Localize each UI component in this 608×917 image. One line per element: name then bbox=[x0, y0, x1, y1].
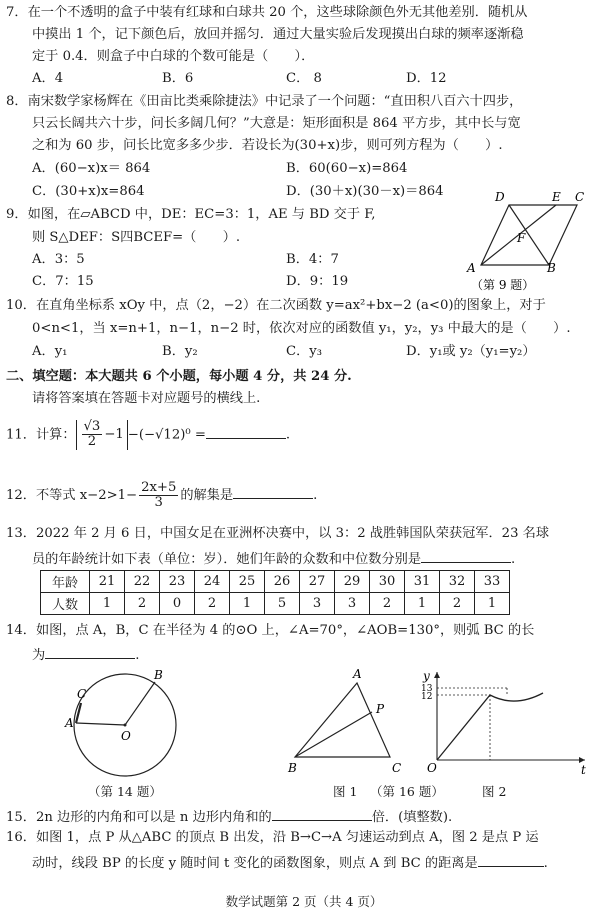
q13-end: . bbox=[511, 552, 516, 567]
q9-option-d: D．9：19 bbox=[286, 274, 349, 289]
q13-line-1: 13．2022 年 2 月 6 日，中国女足在亚洲杯决赛中，以 3：2 战胜韩国队荣获冠军．23 名球 bbox=[6, 526, 550, 541]
q7-line-2: 中摸出 1 个，记下颜色后，放回并摇匀．通过大量实验后发现摸出白球的频率逐渐稳 bbox=[32, 27, 524, 42]
q14-line-2-text: 为 bbox=[32, 648, 46, 663]
q14-end: . bbox=[135, 648, 140, 663]
q9-caption: （第 9 题） bbox=[471, 278, 535, 292]
q8-line-3: 之和为 60 步，问长比宽多多少步．若设长为(30+x)步，则可列方程为（ ）. bbox=[32, 138, 503, 153]
q11-denominator: 2 bbox=[87, 434, 97, 449]
q14-line-1: 14．如图，点 A，B，C 在半径为 4 的⊙O 上，∠A=70°，∠AOB=130°，则弧 BC 的长 bbox=[6, 623, 535, 638]
q11-prefix: 11．计算： bbox=[6, 427, 76, 443]
section-2-title: 二、填空题：本大题共 6 个小题，每小题 4 分，共 24 分. bbox=[6, 369, 352, 384]
q7-option-b: B．6 bbox=[162, 71, 194, 86]
q13-count-cell: 2 bbox=[125, 593, 160, 615]
q16-graph-origin: O bbox=[427, 761, 437, 775]
q9-label-c: C bbox=[575, 190, 585, 204]
q16-line-1: 16．如图 1，点 P 从△ABC 的顶点 B 出发，沿 B→C→A 匀速运动到点 A，图 2 是点 P 运 bbox=[6, 830, 539, 845]
q13-answer-blank bbox=[421, 548, 511, 563]
q11-minus-one: −1 bbox=[104, 427, 124, 442]
q10-option-d: D．y₁或 y₂（y₁=y₂） bbox=[406, 344, 536, 359]
q13-count-cell: 2 bbox=[195, 593, 230, 615]
q9-option-b: B．4：7 bbox=[286, 252, 339, 267]
q8-option-c: C．(30+x)x=864 bbox=[32, 184, 145, 199]
q8-line-1: 8．南宋数学家杨辉在《田亩比类乘除捷法》中记录了一个问题：“直田积八百六十四步， bbox=[6, 94, 523, 109]
q10-option-b: B．y₂ bbox=[162, 344, 198, 359]
q16-end: . bbox=[543, 856, 548, 871]
q14-line-2 bbox=[32, 644, 139, 664]
q9-label-b: B bbox=[547, 261, 556, 275]
q12-fraction bbox=[139, 481, 178, 510]
q16-label-b: B bbox=[288, 761, 297, 775]
q12-answer-blank bbox=[233, 484, 313, 499]
q16-label-c: C bbox=[392, 761, 402, 775]
q13-age-cell: 21 bbox=[90, 571, 125, 593]
q12-numerator: 2x+5 bbox=[141, 480, 177, 495]
q8-option-d: D．(30＋x)(30－x)＝864 bbox=[286, 184, 444, 199]
q16-figure-1-caption: 图 1 bbox=[333, 784, 358, 799]
q9-option-c: C．7：15 bbox=[32, 274, 94, 289]
q11-numerator: √3 bbox=[83, 419, 101, 434]
q15-answer-blank bbox=[272, 806, 372, 821]
q10-option-a: A．y₁ bbox=[32, 344, 68, 359]
q13-count-cell: 1 bbox=[230, 593, 265, 615]
q7-line-3: 定于 0.4．则盒子中白球的个数可能是（ ）． bbox=[32, 49, 315, 64]
q9-parallelogram-figure bbox=[455, 190, 605, 295]
q16-triangle-figure bbox=[285, 665, 415, 780]
q7-option-a: A．4 bbox=[32, 71, 64, 86]
q14-label-a: A bbox=[65, 716, 74, 730]
q13-age-cell: 32 bbox=[440, 571, 475, 593]
q14-label-b: B bbox=[154, 668, 163, 682]
q9-option-a: A．3：5 bbox=[32, 252, 85, 267]
q11-line bbox=[6, 420, 290, 451]
q16-label-a: A bbox=[353, 667, 362, 681]
q9-line-2: 则 S△DEF：S四BCEF=（ ）. bbox=[32, 230, 241, 245]
q7-option-d: D．12 bbox=[406, 71, 447, 86]
q9-label-a: A bbox=[467, 261, 476, 275]
q13-age-cell: 31 bbox=[405, 571, 440, 593]
q16-label-p: P bbox=[376, 702, 385, 716]
q7-option-c: C． 8 bbox=[286, 71, 322, 86]
q13-count-cell: 1 bbox=[90, 593, 125, 615]
q9-label-f: F bbox=[517, 231, 526, 245]
q13-count-cell: 1 bbox=[405, 593, 440, 615]
q13-count-cell: 5 bbox=[265, 593, 300, 615]
q14-circle-figure bbox=[55, 665, 190, 800]
q14-caption: （第 14 题） bbox=[88, 784, 162, 799]
q13-count-header: 人数 bbox=[41, 593, 90, 615]
q12-line bbox=[6, 480, 317, 512]
q15-end: 倍．(填整数). bbox=[371, 810, 453, 825]
q13-count-cell: 1 bbox=[475, 593, 510, 615]
q16-graph-tick-12: 12 bbox=[421, 692, 433, 702]
q16-line-2-text: 动时，线段 BP 的长度 y 随时间 t 变化的函数图象，则点 A 到 BC 的距离是 bbox=[32, 856, 478, 871]
q7-line-1: 7．在一个不透明的盒子中装有红球和白球共 20 个，这些球除颜色外无其他差别．随机从 bbox=[6, 5, 528, 20]
q13-age-cell: 33 bbox=[475, 571, 510, 593]
q16-figure-2-caption: 图 2 bbox=[482, 784, 507, 799]
q11-answer-blank bbox=[206, 424, 286, 439]
q8-line-2: 只云长阔共六十步，问长多阔几何？”大意是：矩形面积是 864 平方步，其中长与宽 bbox=[32, 116, 521, 131]
q13-count-cell: 2 bbox=[440, 593, 475, 615]
q10-line-1: 10．在直角坐标系 xOy 中，点（2，−2）在二次函数 y=ax²+bx−2 (a<0)的图象上，对于 bbox=[6, 298, 546, 313]
q11-rest: −(−√12)⁰ = bbox=[127, 427, 206, 443]
q14-label-c: C bbox=[77, 687, 87, 701]
q15-line bbox=[6, 806, 452, 826]
q13-age-table bbox=[40, 570, 510, 615]
q16-line-2 bbox=[32, 852, 548, 872]
q16-function-graph bbox=[415, 668, 595, 778]
q11-absolute-value bbox=[76, 420, 128, 450]
q15-text: 15．2n 边形的内角和可以是 n 边形内角和的 bbox=[6, 810, 272, 825]
q8-option-a: A．(60−x)x＝ 864 bbox=[32, 161, 151, 176]
q13-age-cell: 25 bbox=[230, 571, 265, 593]
q13-count-row bbox=[41, 593, 510, 615]
page-footer: 数学试题第 2 页（共 4 页） bbox=[225, 894, 383, 909]
q12-prefix: 12．不等式 x−2>1− bbox=[6, 488, 138, 503]
q12-end: . bbox=[313, 488, 318, 503]
q13-count-cell: 0 bbox=[160, 593, 195, 615]
q13-line-2-text: 员的年龄统计如下表（单位：岁）．她们年龄的众数和中位数分别是 bbox=[32, 552, 422, 567]
q10-option-c: C．y₃ bbox=[286, 344, 323, 359]
q14-answer-blank bbox=[45, 644, 135, 659]
q14-label-o: O bbox=[121, 729, 131, 743]
q12-rest: 的解集是 bbox=[180, 488, 234, 503]
q16-answer-blank bbox=[478, 852, 544, 867]
q13-age-cell: 27 bbox=[300, 571, 335, 593]
q16-graph-tick-13: 13 bbox=[421, 684, 433, 694]
q11-end: . bbox=[285, 427, 291, 443]
q13-count-cell: 3 bbox=[300, 593, 335, 615]
q13-age-cell: 26 bbox=[265, 571, 300, 593]
q9-label-e: E bbox=[552, 190, 561, 204]
q13-count-cell: 2 bbox=[370, 593, 405, 615]
q10-line-2: 0<n<1，当 x=n+1，n−1，n−2 时，依次对应的函数值 y₁，y₂，y₃ 中最大的是（ ）. bbox=[32, 321, 571, 336]
q16-graph-y-label: y bbox=[423, 669, 430, 683]
q13-age-header: 年龄 bbox=[41, 571, 90, 593]
q13-age-cell: 24 bbox=[195, 571, 230, 593]
q13-age-cell: 23 bbox=[160, 571, 195, 593]
q12-denominator: 3 bbox=[154, 495, 163, 510]
q13-age-cell: 29 bbox=[335, 571, 370, 593]
q13-count-cell: 3 bbox=[335, 593, 370, 615]
q9-label-d: D bbox=[495, 190, 505, 204]
q13-age-cell: 30 bbox=[370, 571, 405, 593]
q13-age-cell: 22 bbox=[125, 571, 160, 593]
q9-line-1: 9．如图，在▱ABCD 中，DE：EC=3：1，AE 与 BD 交于 F, bbox=[6, 207, 376, 222]
q11-fraction bbox=[82, 420, 103, 449]
q8-option-b: B．60(60−x)=864 bbox=[286, 161, 408, 176]
q13-age-row bbox=[41, 571, 510, 593]
section-2-instruction: 请将答案填在答题卡对应题号的横线上. bbox=[32, 391, 261, 406]
q13-line-2 bbox=[32, 548, 515, 568]
q16-graph-t-label: t bbox=[581, 763, 586, 777]
q16-caption: （第 16 题） bbox=[370, 784, 444, 799]
